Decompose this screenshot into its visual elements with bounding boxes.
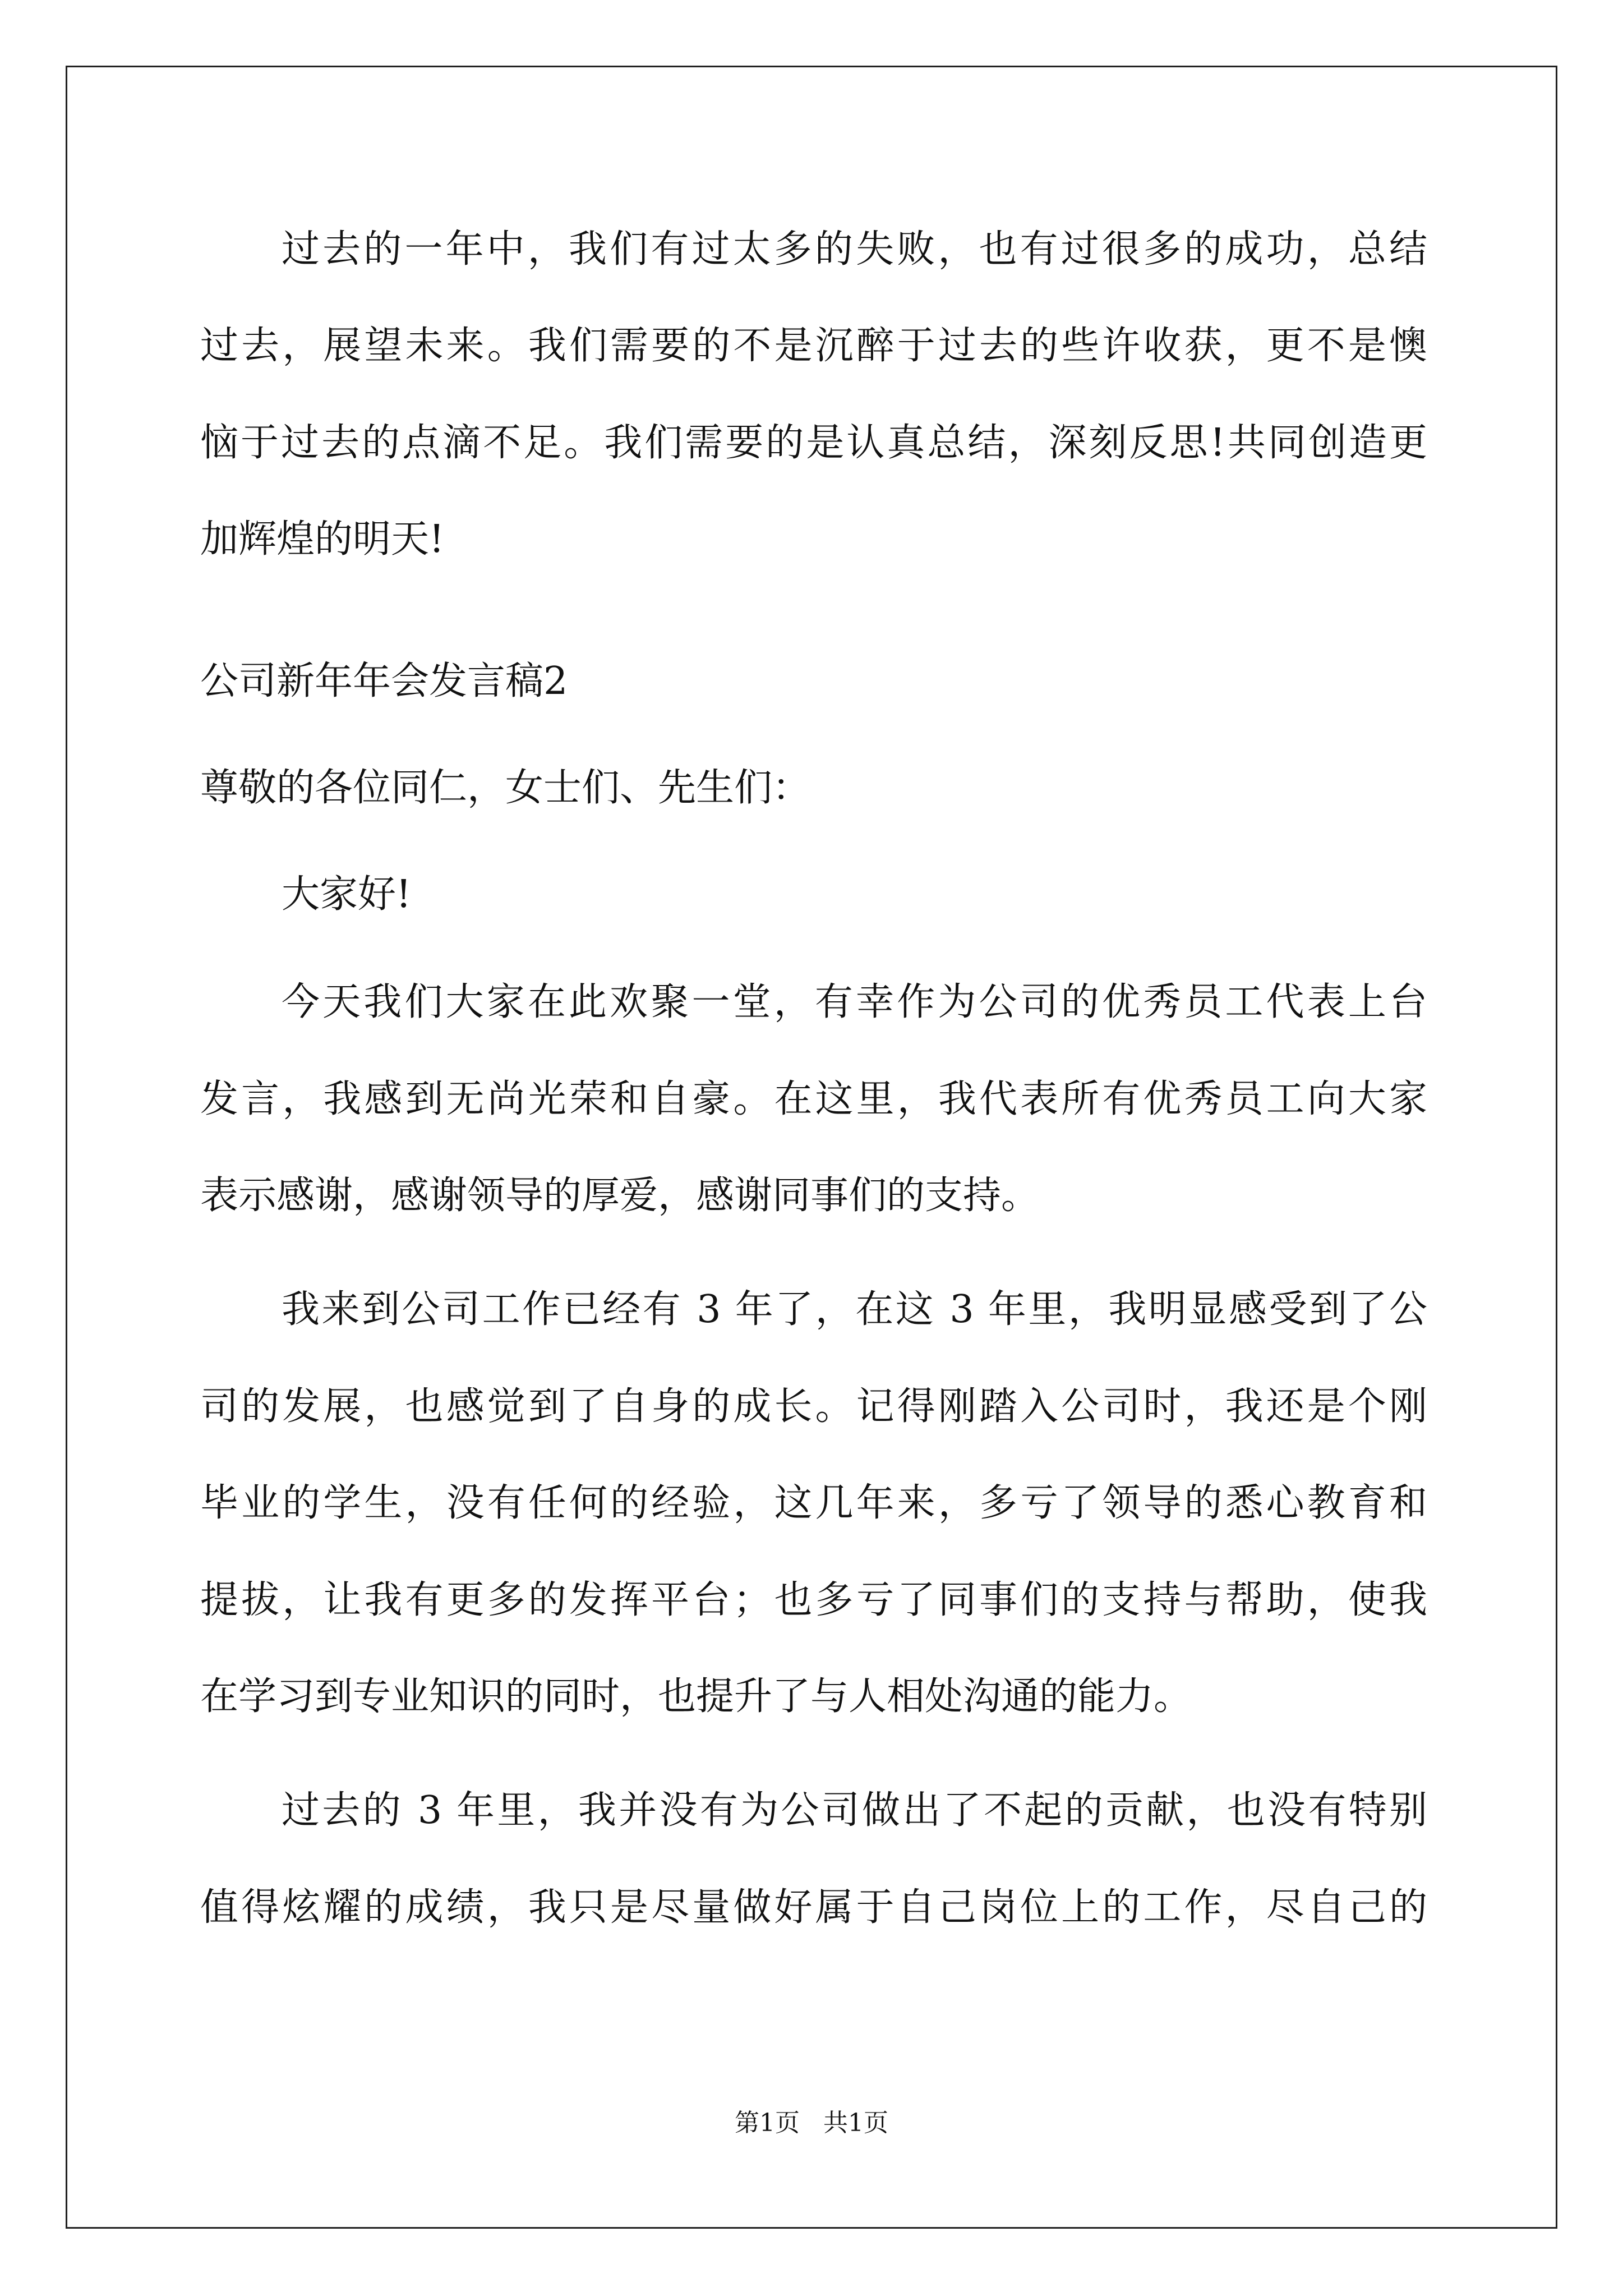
salutation: 尊敬的各位同仁，女士们、先生们： [200,766,811,810]
paragraph-line: 毕业的学生，没有任何的经验，这几年来，多亏了领导的悉心教育和 [200,1481,1427,1525]
greeting: 大家好! [282,872,412,917]
paragraph-line: 恼于过去的点滴不足。我们需要的是认真总结，深刻反思!共同创造更 [200,421,1427,465]
paragraph-line: 在学习到专业知识的同时，也提升了与人相处沟通的能力。 [200,1674,1192,1719]
paragraph-line: 过去的一年中，我们有过太多的失败，也有过很多的成功，总结 [282,227,1427,272]
paragraph-line: 提拔，让我有更多的发挥平台；也多亏了同事们的支持与帮助，使我 [200,1578,1427,1622]
paragraph-line: 表示感谢，感谢领导的厚爱，感谢同事们的支持。 [200,1174,1040,1218]
paragraph-line: 加辉煌的明天! [200,517,445,562]
paragraph-line: 司的发展，也感觉到了自身的成长。记得刚踏入公司时，我还是个刚 [200,1384,1427,1429]
paragraph-line: 过去，展望未来。我们需要的不是沉醉于过去的些许收获，更不是懊 [200,324,1427,368]
paragraph-line: 值得炫耀的成绩，我只是尽量做好属于自己岗位上的工作，尽自己的 [200,1885,1427,1930]
page-number-footer: 第1页 共1页 [735,2109,888,2137]
paragraph-line: 发言，我感到无尚光荣和自豪。在这里，我代表所有优秀员工向大家 [200,1077,1427,1121]
paragraph-line: 我来到公司工作已经有 3 年了，在这 3 年里，我明显感受到了公 [282,1287,1427,1332]
section-heading: 公司新年年会发言稿2 [200,659,568,703]
paragraph-line: 今天我们大家在此欢聚一堂，有幸作为公司的优秀员工代表上台 [282,980,1427,1024]
paragraph-line: 过去的 3 年里，我并没有为公司做出了不起的贡献，也没有特别 [282,1788,1427,1833]
